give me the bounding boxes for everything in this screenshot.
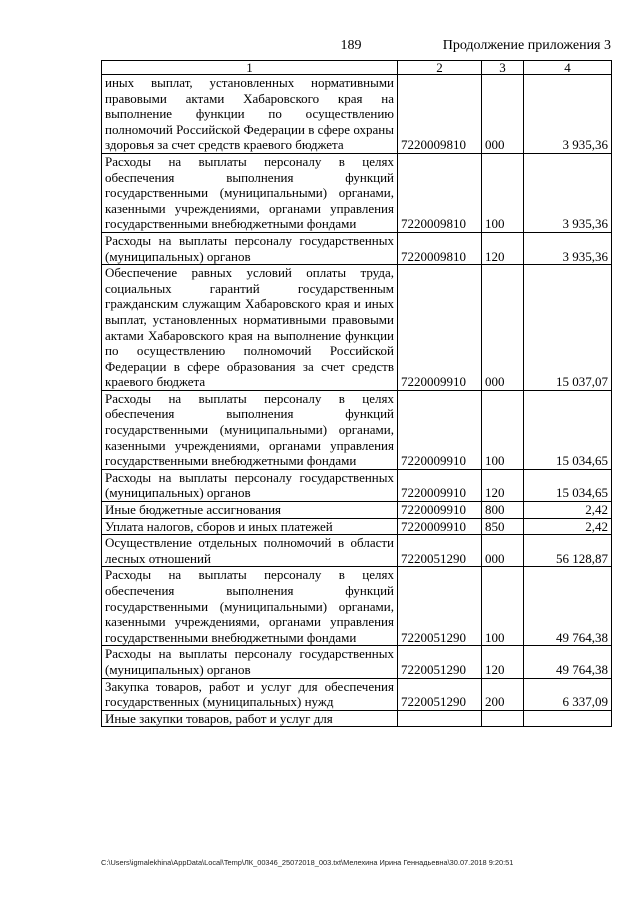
- footer-file-path: C:\Users\igmalekhina\AppData\Local\Temp\ЛК_00346_25072018_003.txt\Мелехина Ирина Геннадьевна\30.07.2018 9:20:51: [101, 858, 514, 867]
- row-expense-type: 100: [482, 567, 524, 646]
- row-name: Расходы на выплаты персоналу в целях обеспечения выполнения функций государственными (муниципальными) органами, казенными учреждениями, органами управления государственными внебюджетными фондами: [102, 567, 398, 646]
- row-name: Расходы на выплаты персоналу в целях обеспечения выполнения функций государственными (муниципальными) органами, казенными учреждениями, органами управления государственными внебюджетными фондами: [102, 153, 398, 232]
- row-name: Уплата налогов, сборов и иных платежей: [102, 518, 398, 535]
- row-code: 7220009910: [398, 469, 482, 501]
- row-code: 7220009810: [398, 75, 482, 154]
- column-header-1: 1: [102, 61, 398, 75]
- row-expense-type: 000: [482, 265, 524, 391]
- row-sum: 15 037,07: [524, 265, 612, 391]
- row-name: Иные бюджетные ассигнования: [102, 502, 398, 519]
- table-row: [102, 232, 612, 264]
- row-sum: 3 935,36: [524, 153, 612, 232]
- row-name: Расходы на выплаты персоналу государственных (муниципальных) органов: [102, 646, 398, 678]
- row-expense-type: 120: [482, 232, 524, 264]
- row-sum: 3 935,36: [524, 232, 612, 264]
- appendix-continuation-label: Продолжение приложения 3: [442, 38, 611, 53]
- row-name: Расходы на выплаты персоналу государственных (муниципальных) органов: [102, 232, 398, 264]
- row-expense-type: 850: [482, 518, 524, 535]
- table-row: [102, 678, 612, 710]
- row-code: 7220009810: [398, 153, 482, 232]
- row-expense-type: 000: [482, 75, 524, 154]
- row-name: Обеспечение равных условий оплаты труда, социальных гарантий государственным гражданским служащим Хабаровского края и иных выплат, установленных нормативными правовыми актами Хабаровского края на выполнение функции по осуществлению полномочий Российской Федерации в сфере образования за счет средств краевого бюджета: [102, 265, 398, 391]
- table-row: [102, 153, 612, 232]
- row-code: 7220009910: [398, 390, 482, 469]
- row-name: Иные закупки товаров, работ и услуг для: [102, 710, 398, 727]
- page-number: 189: [340, 38, 362, 53]
- table-row: [102, 265, 612, 391]
- row-sum: 6 337,09: [524, 678, 612, 710]
- row-name: Расходы на выплаты персоналу государственных (муниципальных) органов: [102, 469, 398, 501]
- row-code: 7220009910: [398, 518, 482, 535]
- row-expense-type: 200: [482, 678, 524, 710]
- row-sum: 15 034,65: [524, 390, 612, 469]
- row-sum: 56 128,87: [524, 535, 612, 567]
- table-row: [102, 502, 612, 519]
- budget-table: [101, 60, 612, 727]
- column-number-row: [102, 61, 612, 75]
- table-row: [102, 710, 612, 727]
- row-expense-type: 100: [482, 153, 524, 232]
- row-code: 7220009910: [398, 502, 482, 519]
- column-header-2: 2: [398, 61, 482, 75]
- row-sum: 2,42: [524, 518, 612, 535]
- row-name: Осуществление отдельных полномочий в области лесных отношений: [102, 535, 398, 567]
- table-row: [102, 75, 612, 154]
- row-sum: 2,42: [524, 502, 612, 519]
- row-sum: 49 764,38: [524, 567, 612, 646]
- row-code: 7220051290: [398, 567, 482, 646]
- column-header-3: 3: [482, 61, 524, 75]
- row-expense-type: [482, 710, 524, 727]
- column-header-4: 4: [524, 61, 612, 75]
- table-row: [102, 469, 612, 501]
- table-row: [102, 567, 612, 646]
- row-expense-type: 120: [482, 646, 524, 678]
- row-code: 7220009810: [398, 232, 482, 264]
- row-code: 7220009910: [398, 265, 482, 391]
- row-name: Закупка товаров, работ и услуг для обеспечения государственных (муниципальных) нужд: [102, 678, 398, 710]
- row-sum: 15 034,65: [524, 469, 612, 501]
- row-code: [398, 710, 482, 727]
- row-sum: [524, 710, 612, 727]
- row-expense-type: 100: [482, 390, 524, 469]
- row-code: 7220051290: [398, 646, 482, 678]
- row-code: 7220051290: [398, 535, 482, 567]
- table-row: [102, 518, 612, 535]
- row-sum: 3 935,36: [524, 75, 612, 154]
- row-expense-type: 800: [482, 502, 524, 519]
- row-expense-type: 120: [482, 469, 524, 501]
- row-name: иных выплат, установленных нормативными правовыми актами Хабаровского края на выполнение функции по осуществлению полномочий Российской Федерации в сфере охраны здоровья за счет средств краевого бюджета: [102, 75, 398, 154]
- row-code: 7220051290: [398, 678, 482, 710]
- table-row: [102, 535, 612, 567]
- table-row: [102, 646, 612, 678]
- table-row: [102, 390, 612, 469]
- row-sum: 49 764,38: [524, 646, 612, 678]
- row-name: Расходы на выплаты персоналу в целях обеспечения выполнения функций государственными (муниципальными) органами, казенными учреждениями, органами управления государственными внебюджетными фондами: [102, 390, 398, 469]
- row-expense-type: 000: [482, 535, 524, 567]
